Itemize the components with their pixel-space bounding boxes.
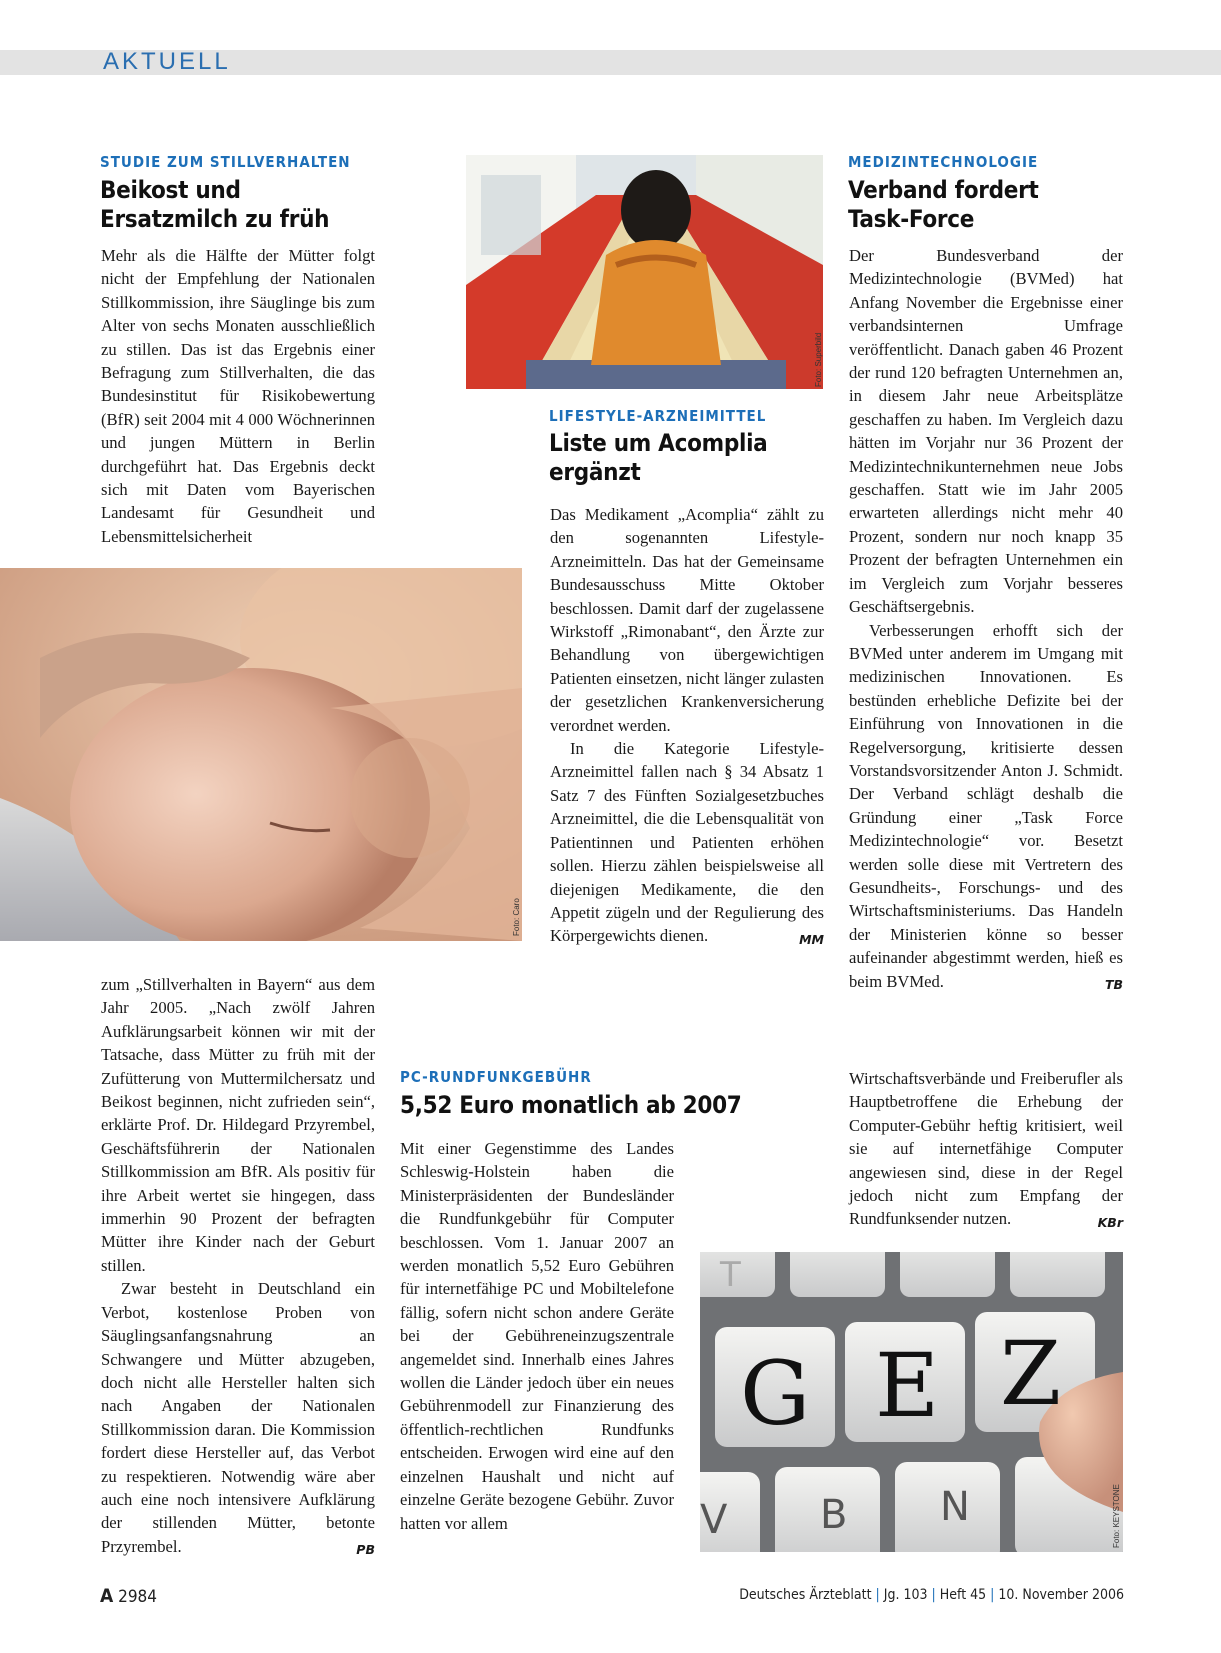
journal-volume: Jg. 103 <box>883 1587 928 1603</box>
still-paragraph-top: Mehr als die Hälfte der Mütter folgt nicht der Empfehlung der Nationalen Stillkommission, ihre Säuglinge bis zum Alter von sechs Monaten ausschließlich zu stillen. Das ist das Ergebnis einer Befragung zum Stillverhalten, die das Bundesinstitut für Risikobewertung (BfR) seit 2004 mit 4 000 Wöchnerinnen und jungen Müttern in Berlin durchgeführt hat. Das Ergebnis deckt sich mit Daten vom Bayerischen Landesamt für Gesundheit und Lebensmittelsicherheit <box>101 246 375 546</box>
still-headline-line1: Beikost und <box>100 176 241 204</box>
still-paragraph-2: Zwar besteht in Deutschland ein Verbot, kostenlose Proben von Säuglingsanfangsnahrung an Schwangere und Mütter abzugeben, doch nicht alle Hersteller halten sich nach Angaben der Nationalen Stillkommission daran. Die Kommission fordert diese Hersteller auf, das Verbot zu respektieren. Notwendig wäre aber auch eine noch intensivere Aufklärung der stillenden Mütter, betonte Przyrembel. <box>101 1279 375 1556</box>
gez-author: KBr <box>1097 1214 1123 1230</box>
breastfeeding-photo <box>0 568 522 941</box>
key-z: Z <box>1000 1322 1062 1425</box>
gez-paragraph-right: Wirtschaftsverbände und Freiberufler als Hauptbetroffene die Erhebung der Computer-Gebühr heftig kritisiert, weil sie auf internetfähige Computer angewiesen sind, diese in der Regel jedoch nicht zum Empfang der Rundfunksender nutzen. <box>849 1069 1123 1229</box>
lifestyle-paragraph-2: In die Kategorie Lifestyle-Arzneimittel fallen nach § 34 Absatz 1 Satz 7 des Fünften Sozialgesetzbuches Arzneimittel, die die Lebensqualität von Patientinnen und Patienten erhöhen sollen. Hierzu zählen beispielsweise all diejenigen Medikamente, die den Appetit zügeln und der Regulierung des Körpergewichts dienen. <box>550 739 824 946</box>
lifestyle-paragraph-1: Das Medikament „Acomplia“ zählt zu den sogenannten Lifestyle-Arzneimitteln. Das hat der Gemeinsame Bundesausschuss Mitte Oktober beschlossen. Damit darf der zugelassene Wirkstoff „Rimonabant“, den Ärzte zur Behandlung von übergewichtigen Patienten einsetzen, nicht länger zulasten der gesetzlichen Krankenversicherung verordnet werden. <box>550 505 824 735</box>
gez-text-right <box>849 1067 1123 1234</box>
page-prefix: A <box>100 1585 114 1607</box>
medtech-headline <box>848 176 1128 234</box>
journal-name: Deutsches Ärzteblatt <box>739 1587 872 1603</box>
lifestyle-headline-line2: ergänzt <box>549 458 641 486</box>
keyboard-photo <box>700 1252 1123 1552</box>
key-g: G <box>740 1342 811 1445</box>
journal-issue: Heft 45 <box>939 1587 987 1603</box>
gez-paragraph-left: Mit einer Gegenstimme des Landes Schleswig-Holstein haben die Ministerpräsidenten der Bundesländer die Rundfunkgebühr für Computer beschlossen. Vom 1. Januar 2007 an werden monatlich 5,52 Euro Gebühren für internetfähige PC und Mobiltelefone fällig, sofern nicht schon andere Geräte bei der Gebühreneinzugszentrale angemeldet sind. Innerhalb eines Jahres wollen die Länder jedoch über ein neues Gebührenmodell zur Finanzierung des öffentlich-rechtlichen Rundfunks entscheiden. Erwogen wird eine auf den einzelnen Haushalt und nicht auf einzelne Geräte bezogene Gebühr. Zuvor hatten vor allem <box>400 1139 674 1533</box>
still-author: PB <box>356 1542 375 1558</box>
medtech-paragraph-2: Verbesserungen erhofft sich der BVMed unter anderem im Umgang mit medizinischen Innovationen. Es bestünden erhebliche Defizite bei der Einführung von Innovationen in die Regelversorgung, kritisierte dessen Vorstandsvorsitzender Anton J. Schmidt. Der Verband schlägt deshalb die Gründung einer „Task Force Medizintechnologie“ vor. Besetzt werden solle diese mit Vertretern des Gesundheits-, Forschungs- und des Wirtschaftsministeriums. Das Handeln der Ministerien könne so besser aufeinander abgestimmt werden, hieß es beim BVMed. <box>849 620 1123 991</box>
key-n: N <box>940 1484 970 1530</box>
gez-headline: 5,52 Euro monatlich ab 2007 <box>400 1091 742 1119</box>
medtech-paragraph-1: Der Bundesverband der Medizintechnologie (BVMed) hat Anfang November die Ergebnisse einer verbandsinternen Umfrage veröffentlicht. Danach gaben 46 Prozent der rund 120 befragten Unternehmen an, in diesem Jahr neue Arbeitsplätze geschaffen zu haben. Im Vergleich dazu hätten im Vorjahr nur 36 Prozent der Medizintechnikunternehmen neue Jobs geschaffen. Statt wie im Jahr 2005 erwarteten allerdings nicht mehr 40 Prozent, sondern nur noch knapp 35 Prozent der befragten Unternehmen ein im Vergleich zum Vorjahr besseres Geschäftsergebnis. <box>849 246 1123 617</box>
key-b: B <box>820 1492 848 1538</box>
lifestyle-headline <box>549 429 829 487</box>
key-e: E <box>875 1334 940 1437</box>
woman-sitting-photo <box>466 155 823 389</box>
lifestyle-photo-credit: Foto: Superbild <box>814 332 823 387</box>
journal-date: 10. November 2006 <box>998 1587 1124 1603</box>
lifestyle-kicker: LIFESTYLE-ARZNEIMITTEL <box>549 407 767 425</box>
still-headline-line2: Ersatzmilch zu früh <box>100 205 330 233</box>
gez-photo-credit: Foto: KEYSTONE <box>1112 1484 1121 1548</box>
still-photo-credit: Foto: Caro <box>512 898 521 936</box>
medtech-headline-line1: Verband fordert <box>848 176 1039 204</box>
medtech-headline-line2: Task-Force <box>848 205 975 233</box>
medtech-text <box>849 244 1123 996</box>
still-text-bottom <box>101 973 375 1562</box>
still-kicker: STUDIE ZUM STILLVERHALTEN <box>100 153 351 171</box>
key-t: T <box>720 1255 741 1295</box>
section-label: AKTUELL <box>103 48 231 75</box>
gez-text-left <box>400 1137 674 1535</box>
gez-kicker: PC-RUNDFUNKGEBÜHR <box>400 1068 592 1086</box>
still-paragraph-1: zum „Stillverhalten in Bayern“ aus dem Jahr 2005. „Nach zwölf Jahren Aufklärungsarbeit können wir mit der Tatsache, dass Mütter zu früh mit der Zufütterung von Muttermilchersatz und Beikost beginnen, nicht zufrieden sein“, erklärte Prof. Dr. Hildegard Przyrembel, Geschäftsführerin der Nationalen Stillkommission am BfR. Als positiv für ihre Arbeit wertet sie hingegen, dass immerhin 90 Prozent der befragten Mütter ihre Kinder nach der Geburt stillen. <box>101 975 375 1275</box>
still-text-top <box>101 244 375 548</box>
lifestyle-text <box>550 503 824 951</box>
page-number <box>100 1585 157 1607</box>
lifestyle-author: MM <box>799 931 824 947</box>
journal-info: Deutsches Ärzteblatt | Jg. 103 | Heft 45 | 10. November 2006 <box>739 1587 1124 1603</box>
medtech-author: TB <box>1104 977 1123 992</box>
page-number-value: 2984 <box>118 1587 158 1607</box>
still-headline <box>100 176 400 234</box>
key-v: V <box>700 1497 728 1543</box>
lifestyle-headline-line1: Liste um Acomplia <box>549 429 768 457</box>
medtech-kicker: MEDIZINTECHNOLOGIE <box>848 153 1039 171</box>
